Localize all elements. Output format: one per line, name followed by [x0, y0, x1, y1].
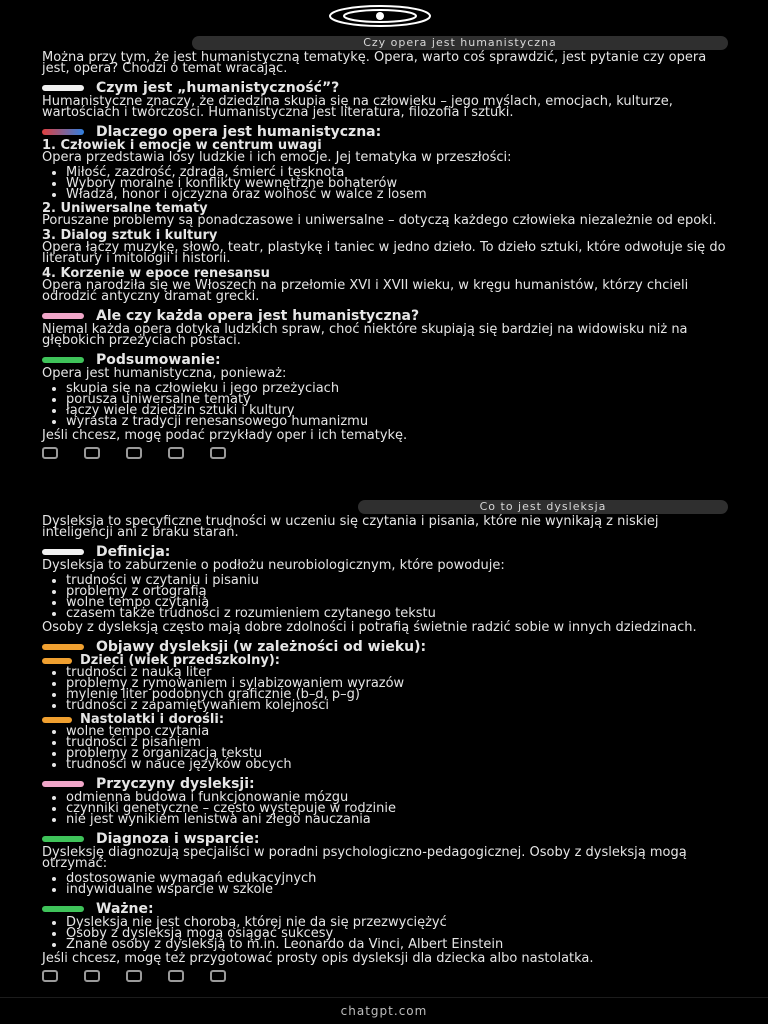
paragraph: Poruszane problemy są ponadczasowe i uniwersalne – dotyczą każdego człowieka niezależnie od epoki. [42, 213, 717, 228]
subheading: 1. Człowiek i emocje w centrum uwagi [42, 138, 322, 153]
subheading: Nastolatki i dorośli: [42, 714, 732, 725]
assistant-message [42, 52, 732, 465]
list-item: • problemy z rymowaniem i sylabizowaniem wyrazów [66, 678, 732, 689]
bullet-list [42, 873, 732, 895]
books-icon [42, 129, 84, 135]
list-item: • Znane osoby z dysleksją to m.in. Leonardo da Vinci, Albert Einstein [66, 939, 732, 950]
message-actions [42, 445, 732, 465]
subheading: 3. Dialog sztuk i kultury [42, 228, 218, 243]
list-item: • Wybory moralne i konflikty wewnętrzne bohaterów [66, 178, 732, 189]
list-item: • Osoby z dysleksją mogą osiągać sukcesy [66, 928, 732, 939]
closing: Jeśli chcesz, mogę też przygotować prosty opis dysleksji dla dziecka albo nastolatka. [42, 951, 594, 966]
brain-icon [42, 781, 84, 787]
thumbs-up-icon[interactable] [84, 970, 100, 982]
bullet-list [42, 917, 732, 950]
bullet-list [42, 167, 732, 200]
list-item: • dostosowanie wymagań edukacyjnych [66, 873, 732, 884]
regenerate-icon[interactable] [210, 447, 226, 459]
chatgpt-logo[interactable] [328, 4, 432, 28]
check-icon [42, 357, 84, 363]
thumbs-down-icon[interactable] [126, 447, 142, 459]
list-item: • skupia się na człowieku i jego przeżyciach [66, 383, 732, 394]
assistant-message [42, 516, 732, 988]
bullet-list [42, 575, 732, 619]
list-item: • trudności w nauce języków obcych [66, 759, 732, 770]
paragraph: Opera narodziła się we Włoszech na przełomie XVI i XVII wieku, w kręgu humanistów, którzy chcieli odrodzić antyczny dramat grecki. [42, 278, 689, 304]
bullet-list [42, 667, 732, 711]
paragraph: Osoby z dysleksją często mają dobre zdolności i potrafią świetnie radzić sobie w innych dziedzinach. [42, 620, 697, 635]
child-icon [42, 658, 72, 664]
user-message: Czy opera jest humanistyczna [192, 36, 728, 50]
speaker-icon[interactable] [168, 970, 184, 982]
question-icon [42, 85, 84, 91]
paragraph: Dysleksję diagnozują specjaliści w poradni psychologiczno-pedagogicznej. Osoby z dysleksją mogą otrzymać: [42, 845, 687, 871]
bullet-list [42, 792, 732, 825]
list-item: • czasem także trudności z rozumieniem czytanego tekstu [66, 608, 732, 619]
list-item: • trudności z pisaniem [66, 737, 732, 748]
list-item: • odmienna budowa i funkcjonowanie mózgu [66, 792, 732, 803]
list-item: • wyrasta z tradycji renesansowego humanizmu [66, 416, 732, 427]
subheading: Dzieci (wiek przedszkolny): [42, 655, 732, 666]
list-item: • trudności z zapamiętywaniem kolejności [66, 700, 732, 711]
footer-domain: chatgpt.com [0, 997, 768, 1024]
answer-intro: Dysleksja to specyficzne trudności w uczeniu się czytania i pisania, które nie wynikają z niskiej inteligencji ani z braku starań. [42, 514, 659, 540]
paragraph: Opera przedstawia losy ludzkie i ich emocje. Jej tematyka w przeszłości: [42, 150, 512, 165]
subheading: 4. Korzenie w epoce renesansu [42, 266, 270, 281]
adult-icon [42, 717, 72, 723]
list-item: • Miłość, zazdrość, zdrada, śmierć i tęsknota [66, 167, 732, 178]
list-item: • łączy wiele dziedzin sztuki i kultury [66, 405, 732, 416]
list-item: • nie jest wynikiem lenistwa ani złego nauczania [66, 814, 732, 825]
section-heading: Dlaczego opera jest humanistyczna: [42, 126, 732, 138]
bullet-list [42, 726, 732, 770]
answer-intro: Można przy tym, że jest humanistyczną tematykę. Opera, warto coś sprawdzić, jest pytanie czy opera jest, opera? Chodzi o temat wracając. [42, 50, 707, 76]
list-item: • czynniki genetyczne – często występuje w rodzinie [66, 803, 732, 814]
thumbs-up-icon[interactable] [84, 447, 100, 459]
sparkle-icon [42, 906, 84, 912]
user-message: Co to jest dysleksja [358, 500, 728, 514]
list-item: • indywidualne wsparcie w szkole [66, 884, 732, 895]
list-item: • Dysleksja nie jest chorobą, której nie da się przezwyciężyć [66, 917, 732, 928]
copy-icon[interactable] [42, 447, 58, 459]
section-heading: Definicja: [42, 546, 732, 558]
section-heading: Podsumowanie: [42, 354, 732, 366]
copy-icon[interactable] [42, 970, 58, 982]
definition-icon [42, 549, 84, 555]
paragraph: Humanistyczne znaczy, że dziedzina skupia się na człowieku – jego myślach, emocjach, kulturze, wartościach i twórczości. Humanistyczna jest literatura, filozofia i sztuki. [42, 94, 673, 120]
paragraph: Dysleksja to zaburzenie o podłożu neurobiologicznym, które powoduje: [42, 558, 505, 573]
closing: Jeśli chcesz, mogę podać przykłady oper i ich tematykę. [42, 428, 408, 443]
message-actions [42, 968, 732, 988]
section-heading: Przyczyny dysleksji: [42, 778, 732, 790]
list-item: • wolne tempo czytania [66, 597, 732, 608]
paragraph: Opera jest humanistyczna, ponieważ: [42, 366, 287, 381]
speaker-icon[interactable] [168, 447, 184, 459]
section-heading: Ważne: [42, 903, 732, 915]
magnifier-icon [42, 644, 84, 650]
list-item: • mylenie liter podobnych graficznie (b–d, p–g) [66, 689, 732, 700]
bullet-list [42, 383, 732, 427]
paragraph: Niemal każda opera dotyka ludzkich spraw, choć niektóre skupiają się bardziej na widowisku niż na głębokich przeżyciach postaci. [42, 322, 688, 348]
list-item: • Władza, honor i ojczyzna oraz wolność w walce z losem [66, 189, 732, 200]
regenerate-icon[interactable] [210, 970, 226, 982]
list-item: • porusza uniwersalne tematy [66, 394, 732, 405]
subheading: 2. Uniwersalne tematy [42, 201, 208, 216]
section-heading: Czym jest „humanistyczność”? [42, 82, 732, 94]
section-heading: Ale czy każda opera jest humanistyczna? [42, 310, 732, 322]
section-heading: Objawy dysleksji (w zależności od wieku): [42, 641, 732, 653]
theater-icon [42, 313, 84, 319]
list-item: • problemy z ortografią [66, 586, 732, 597]
list-item: • trudności z nauką liter [66, 667, 732, 678]
list-item: • wolne tempo czytania [66, 726, 732, 737]
thumbs-down-icon[interactable] [126, 970, 142, 982]
list-item: • problemy z organizacją tekstu [66, 748, 732, 759]
list-item: • trudności w czytaniu i pisaniu [66, 575, 732, 586]
paragraph: Opera łączy muzykę, słowo, teatr, plastykę i taniec w jedno dzieło. To dzieło sztuki, które odwołuje się do literatury i mitologii i historii. [42, 240, 726, 266]
section-heading: Diagnoza i wsparcie: [42, 833, 732, 845]
check-icon [42, 836, 84, 842]
